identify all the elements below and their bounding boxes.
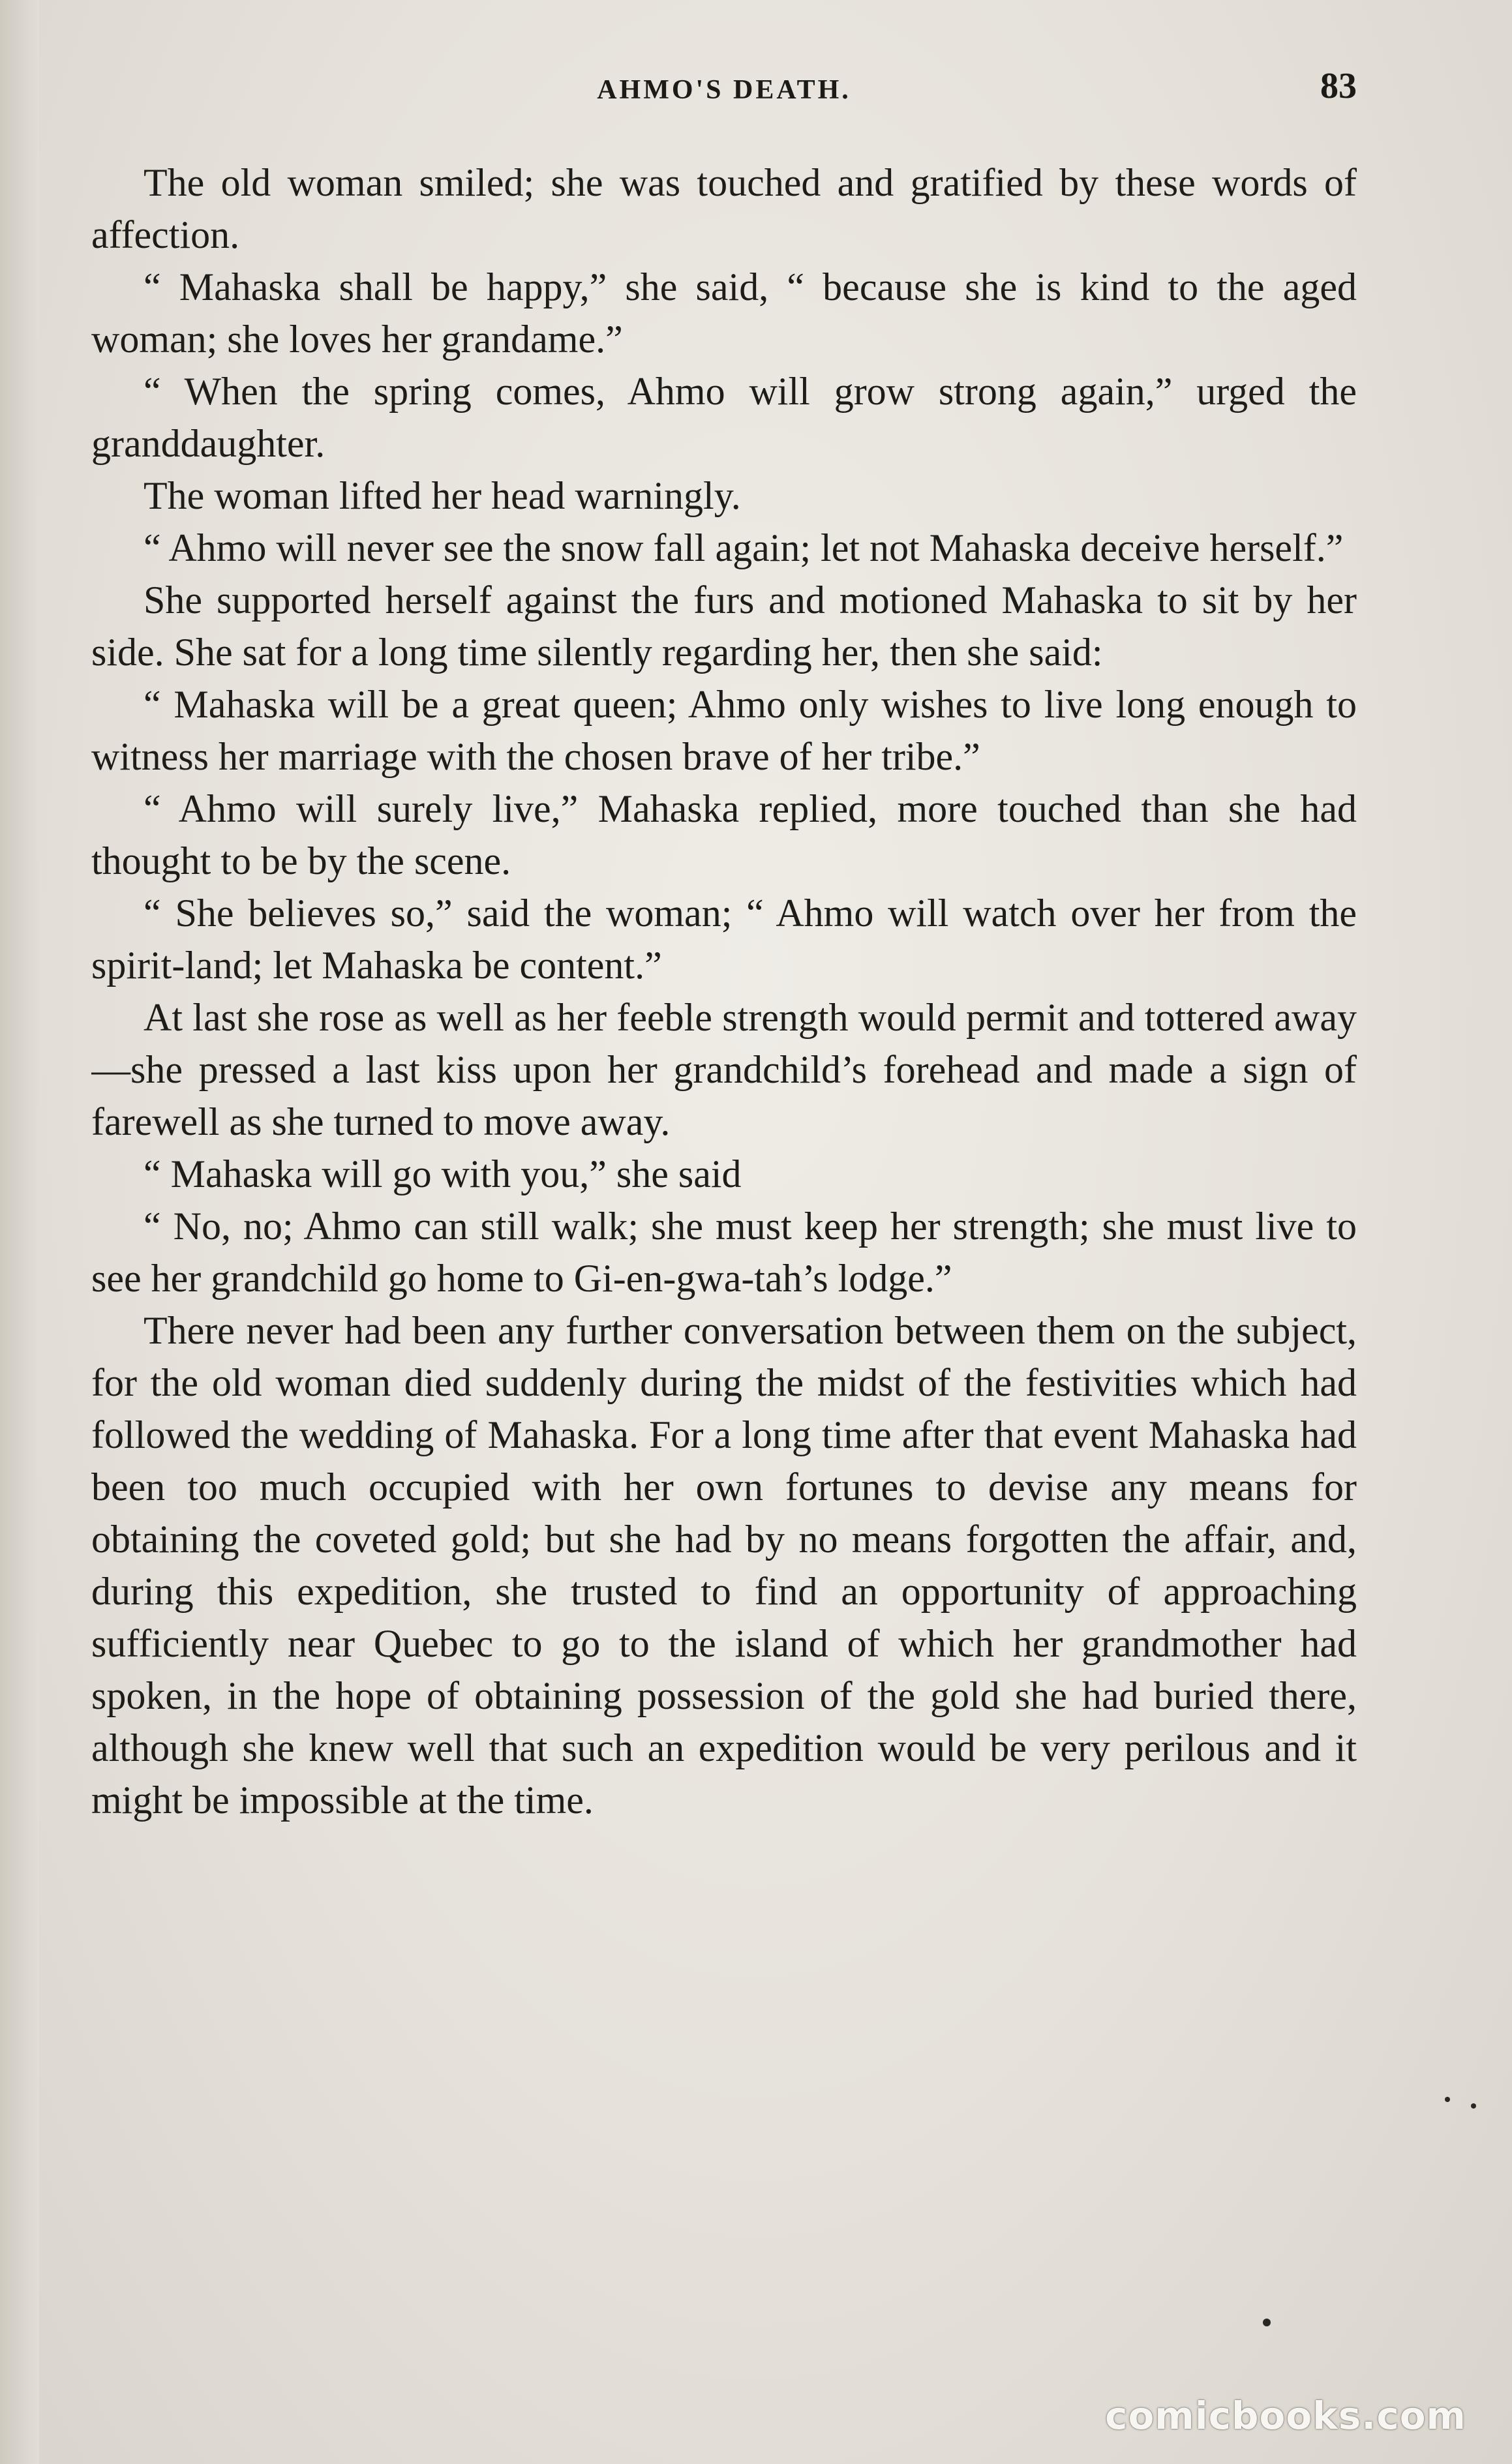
paragraph: She supported herself against the furs and motioned Mahaska to sit by her side. She sat for a long time silently regarding her, then she said: — [91, 578, 1357, 674]
watermark-logo: comicbooks.com — [1105, 2394, 1466, 2438]
page-header — [91, 65, 1357, 117]
running-head: AHMO'S DEATH. — [597, 75, 851, 105]
paragraph: The woman lifted her head warningly. — [144, 474, 741, 517]
paragraph: The old woman smiled; she was touched and gratified by these words of affection. — [91, 161, 1357, 256]
page-number: 83 — [1320, 66, 1357, 106]
paragraph: There never had been any further conversation between them on the subject, for the old woman died suddenly during the midst of the festivities which had followed the wedding of Mahaska. For a long time after that event Mahaska had been too much occupied with her own fortunes to devise any means for obtaining the coveted gold; but she had by no means forgotten the affair, and, during this expedition, she trusted to find an opportunity of approaching sufficiently near Quebec to go to the island of which her grandmother had spoken, in the hope of obtaining possession of the gold she had buried there, although she knew well that such an expedition would be very perilous and it might be impossible at the time. — [91, 1309, 1357, 1822]
paragraph: “ Mahaska will go with you,” she said — [144, 1152, 742, 1195]
paragraph: At last she rose as well as her feeble strength would permit and tottered away—she pressed a last kiss upon her grandchild’s forehead and made a sign of farewell as she turned to move away. — [91, 996, 1357, 1143]
paragraph: “ Ahmo will surely live,” Mahaska replied, more touched than she had thought to be by the scene. — [91, 787, 1357, 882]
page-gutter-shadow — [0, 0, 39, 2464]
paragraph: “ She believes so,” said the woman; “ Ahmo will watch over her from the spirit-land; let Mahaska be content.” — [91, 892, 1357, 987]
paragraph: “ No, no; Ahmo can still walk; she must keep her strength; she must live to see her grandchild go home to Gi-en-gwa-tah’s lodge.” — [91, 1205, 1357, 1300]
ink-speck — [1445, 2097, 1450, 2102]
paragraph: “ Ahmo will never see the snow fall again; let not Mahaska deceive herself.” — [144, 526, 1344, 569]
ink-speck — [1263, 2319, 1271, 2326]
paragraph: “ When the spring comes, Ahmo will grow strong again,” urged the granddaughter. — [91, 370, 1357, 465]
body-text — [91, 157, 1357, 2283]
paragraph: “ Mahaska will be a great queen; Ahmo only wishes to live long enough to witness her marriage with the chosen brave of her tribe.” — [91, 683, 1357, 778]
ink-speck — [1471, 2103, 1476, 2109]
paragraph: “ Mahaska shall be happy,” she said, “ because she is kind to the aged woman; she loves her grandame.” — [91, 265, 1357, 361]
